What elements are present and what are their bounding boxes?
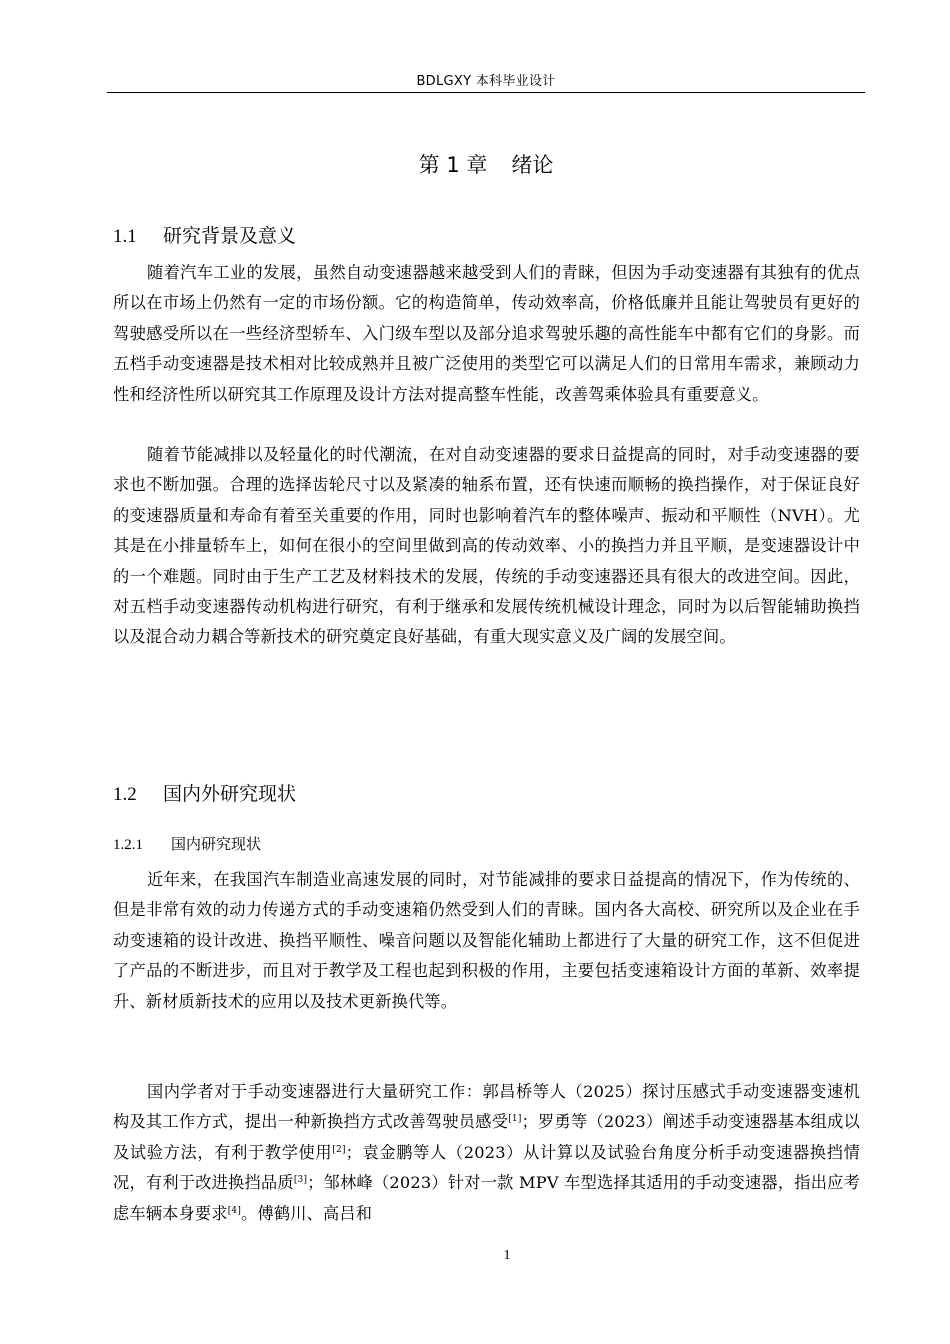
chapter-title — [107, 149, 865, 179]
section-heading-1-1 — [113, 221, 296, 248]
chapter-name: 绪论 — [511, 153, 554, 177]
citation-ref: [4] — [227, 1205, 242, 1216]
paragraph-domestic-2 — [113, 1077, 860, 1229]
page-number: 1 — [503, 1248, 511, 1263]
running-header: BDLGXY 本科毕业设计 — [416, 74, 556, 89]
section-title: 国内外研究现状 — [163, 783, 297, 805]
paragraph-background-2: 随着节能减排以及轻量化的时代潮流，在对自动变速器的要求日益提高的同时，对手动变速器的要求也不断加强。合理的选择齿轮尺寸以及紧凑的轴系布置，还有快速而顺畅的换挡操作，对于保证良好的变速器质量和寿命有着至关重要的作用，同时也影响着汽车的整体噪声、振动和平顺性（NVH）。尤其是在小排量轿车上，如何在很小的空间里做到高的传动效率、小的换挡力并且平顺，是变速器设计中的一个难题。同时由于生产工艺及材料技术的发展，传统的手动变速器还具有很大的改进空间。因此，对五档手动变速器传动机构进行研究，有利于继承和发展传统机械设计理念，同时为以后智能辅助换挡以及混合动力耦合等新技术的研究奠定良好基础，有重大现实意义及广阔的发展空间。 — [113, 445, 860, 647]
paragraph-background-1: 随着汽车工业的发展，虽然自动变速器越来越受到人们的青睐，但因为手动变速器有其独有的优点所以在市场上仍然有一定的市场份额。它的构造简单，传动效率高，价格低廉并且能让驾驶员有更好的驾驶感受所以在一些经济型轿车、入门级车型以及部分追求驾驶乐趣的高性能车中都有它们的身影。而五档手动变速器是技术相对比较成熟并且被广泛使用的类型它可以满足人们的日常用车需求，兼顾动力性和经济性所以研究其工作原理及设计方法对提高整车性能，改善驾乘体验具有重要意义。 — [113, 263, 860, 404]
citation-ref: [3] — [293, 1175, 308, 1186]
subsection-title: 国内研究现状 — [171, 835, 262, 853]
paragraph-domestic-1: 近年来，在我国汽车制造业高速发展的同时，对节能减排的要求日益提高的情况下，作为传统的、但是非常有效的动力传递方式的手动变速箱仍然受到人们的青睐。国内各大高校、研究所以及企业在手动变速箱的设计改进、换挡平顺性、噪音问题以及智能化辅助上都进行了大量的研究工作，这不但促进了产品的不断进步，而且对于教学及工程也起到积极的作用，主要包括变速箱设计方面的革新、效率提升、新材质新技术的应用以及技术更新换代等。 — [113, 870, 860, 1011]
citation-ref: [1] — [508, 1114, 522, 1125]
subsection-number: 1.2.1 — [113, 837, 143, 853]
subsection-heading-1-2-1 — [113, 833, 261, 854]
section-title: 研究背景及意义 — [163, 225, 297, 247]
text-run: ；罗勇等（2023）阐述手动变速器基本组成以及试验方法，有利于教学使用 — [113, 1112, 860, 1162]
section-number: 1.2 — [113, 784, 137, 805]
header-divider — [107, 92, 865, 93]
section-heading-1-2 — [113, 779, 296, 806]
text-run: ；袁金鹏等人（2023）从计算以及试验台角度分析手动变速器换挡情况，有利于改进换挡品质 — [113, 1142, 861, 1193]
chapter-number: 第 1 章 — [418, 153, 488, 177]
citation-ref: [2] — [332, 1144, 346, 1155]
section-number: 1.1 — [113, 226, 137, 247]
text-run: 。傅鹤川、高吕和 — [241, 1203, 373, 1223]
text-run: ；邹林峰（2023）针对一款 MPV 车型选择其适用的手动变速器，指出应考虑车辆本身要求 — [113, 1173, 860, 1223]
text-run: 国内学者对于手动变速器进行大量研究工作：郭昌桥等人（2025）探讨压感式手动变速器变速机构及其工作方式，提出一种新换挡方式改善驾驶员感受 — [113, 1082, 860, 1132]
